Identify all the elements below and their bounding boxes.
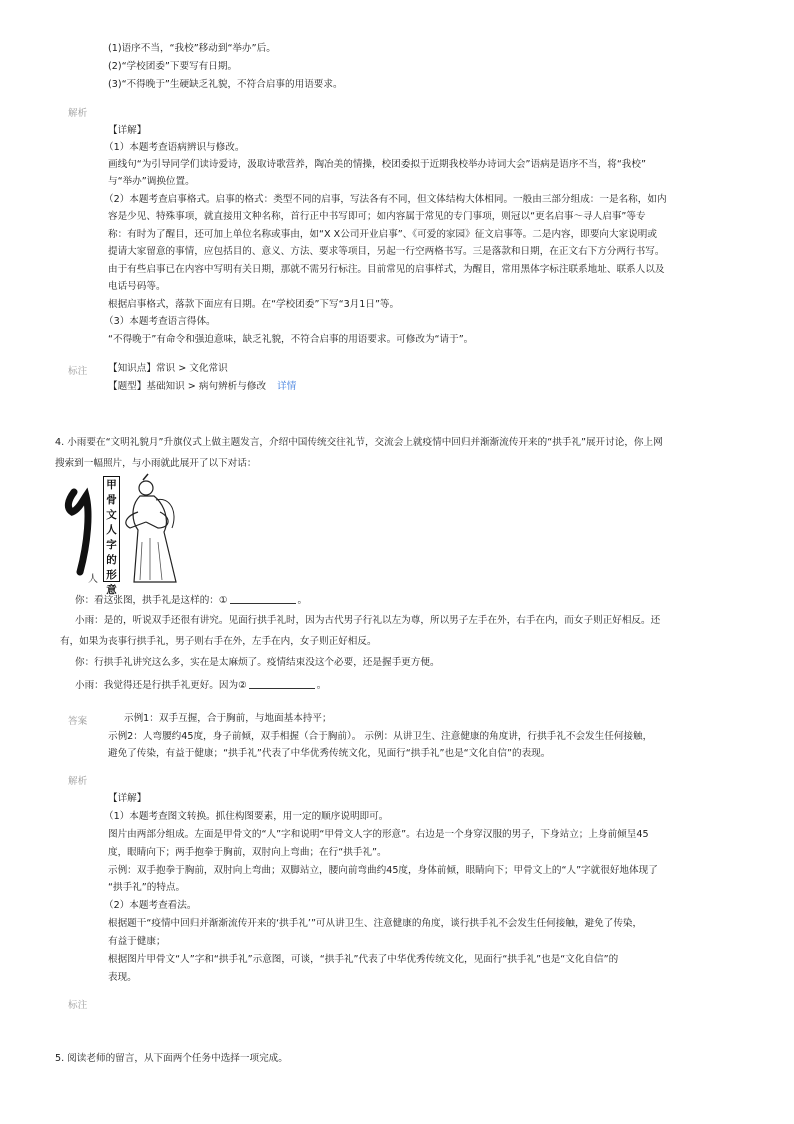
small-ren-glyph: 人 xyxy=(88,574,98,585)
figure-robe-icon xyxy=(133,496,176,582)
question-4-line-2: 搜索到一幅照片，与小雨就此展开了以下对话： xyxy=(55,458,257,469)
analysis-line: 度，眼睛向下；两手抱拳于胸前，双肘向上弯曲；在行“拱手礼”。 xyxy=(108,847,387,858)
analysis-line: （2）本题考查看法。 xyxy=(104,900,197,911)
dialogue-line-4: 你：行拱手礼讲究这么多，实在是太麻烦了。疫情结束没这个必要，还是握手更方便。 xyxy=(75,657,440,668)
analysis-line: 表现。 xyxy=(108,972,137,983)
figure-head-icon xyxy=(139,481,153,495)
analysis-line: 容是少见、特殊事项，就直接用文种名称，首行正中书写即可；如内容属于常见的专门事项，则冠以“更名启事～寻人启事”等专 xyxy=(108,211,646,222)
answer-line-3: (3)“不得晚于”生硬缺乏礼貌，不符合启事的用语要求。 xyxy=(108,79,343,90)
analysis-line: 提请大家留意的事情，应包括目的、意义、方法、要求等项目，另起一行空两格书写。三是落款和日期，在正文右下方分两行书写。 xyxy=(108,246,665,257)
dialogue-end: 。 xyxy=(297,595,308,606)
analysis-line: 【详解】 xyxy=(108,793,147,804)
analysis-line: 画线句“为引导同学们读诗爱诗，汲取诗歌营养，陶冶美的情操，校团委拟于近期我校举办诗词大会”语病是语序不当，将“我校” xyxy=(108,159,646,170)
caption-char: 的 xyxy=(106,554,117,566)
answer-line: 示例1：双手互握，合于胸前，与地面基本持平； xyxy=(124,713,332,724)
note-type-text: 【题型】基础知识 > 病句辨析与修改 xyxy=(108,381,267,392)
analysis-line: （1）本题考查语病辨识与修改。 xyxy=(104,142,245,153)
note-label: 标注 xyxy=(68,1000,88,1011)
dialogue-text: 你：看这张图，拱手礼是这样的：① xyxy=(75,595,228,606)
answer-line-2: (2)“学校团委”下要写有日期。 xyxy=(108,61,238,72)
detail-link[interactable]: 详情 xyxy=(277,381,297,392)
analysis-line: 图片由两部分组成。左面是甲骨文的“人”字和说明“甲骨文人字的形意”。右边是一个身穿汉服的男子，下身站立；上身前倾呈45 xyxy=(108,829,649,840)
answer-blank-2[interactable] xyxy=(249,678,315,689)
analysis-line: 有益于健康； xyxy=(108,936,166,947)
analysis-line: 根据启事格式，落款下面应有日期。在“学校团委”下写“3月1日”等。 xyxy=(108,299,400,310)
caption-char: 字 xyxy=(106,539,117,551)
analysis-label: 解析 xyxy=(68,108,88,119)
answer-line-1: (1)语序不当，“我校”移动到“举办”后。 xyxy=(108,43,276,54)
answer-line: 避免了传染，有益于健康；“拱手礼”代表了中华优秀传统文化，见面行“拱手礼”也是“文化自信”的表现。 xyxy=(108,748,551,759)
dialogue-line-3: 有，如果为丧事行拱手礼，男子则右手在外，左手在内，女子则正好相反。 xyxy=(60,636,377,647)
caption-char: 形 xyxy=(106,569,117,581)
note-type xyxy=(108,380,296,394)
question-4-line-1: 4. 小雨要在“文明礼貌月”升旗仪式上做主题发言，介绍中国传统交往礼节，交流会上就疫情中回归并渐渐流传开来的“拱手礼”展开讨论，你上网 xyxy=(55,437,663,448)
note-knowledge: 【知识点】常识 > 文化常识 xyxy=(108,363,228,374)
image-caption-box xyxy=(103,476,120,596)
analysis-line: 由于有些启事已在内容中写明有关日期，那就不需另行标注。目前常见的启事样式，为醒目，常用黑体字标注联系地址、联系人以及 xyxy=(108,264,665,275)
caption-char: 文 xyxy=(106,509,117,521)
answer-label: 答案 xyxy=(68,716,88,727)
question-5: 5. 阅读老师的留言，从下面两个任务中选择一项完成。 xyxy=(55,1053,288,1064)
analysis-line: 根据题干“疫情中回归并渐渐流传开来的‘拱手礼’”可从讲卫生、注意健康的角度，谈行拱手礼不会发生任何接触，避免了传染， xyxy=(108,918,643,929)
answer-blank-1[interactable] xyxy=(230,593,296,604)
analysis-line: 电话号码等。 xyxy=(108,281,166,292)
analysis-line: 与“举办”调换位置。 xyxy=(108,176,195,187)
caption-char: 意 xyxy=(106,584,117,596)
analysis-line: 根据图片甲骨文“人”字和“拱手礼”示意图，可谈，“拱手礼”代表了中华优秀传统文化，见面行“拱手礼”也是“文化自信”的 xyxy=(108,954,619,965)
analysis-line: （2）本题考查启事格式。启事的格式：类型不同的启事，写法各有不同，但文体结构大体相同。一般由三部分组成：一是名称，如内 xyxy=(104,194,667,205)
oracle-bone-illustration xyxy=(60,472,210,588)
dialogue-line-2: 小雨：是的，听说双手还很有讲究。见面行拱手礼时，因为古代男子行礼以左为尊，所以男子左手在外，右手在内，而女子则正好相反。还 xyxy=(75,615,661,626)
dialogue-end: 。 xyxy=(316,680,327,691)
analysis-line: 称：有时为了醒目，还可加上单位名称或事由，如“X X公司开业启事”、《可爱的家园》征文启事等。二是内容，即要向大家说明或 xyxy=(108,229,657,240)
dialogue-line-5 xyxy=(75,678,326,693)
analysis-line: “不得晚于”有命令和强迫意味，缺乏礼貌，不符合启事的用语要求。可修改为“请于”。 xyxy=(108,334,474,345)
analysis-line: （1）本题考查图文转换。抓住构图要素，用一定的顺序说明即可。 xyxy=(104,811,389,822)
dialogue-line-1 xyxy=(75,593,307,608)
caption-char: 甲 xyxy=(106,479,117,491)
analysis-line: “拱手礼”的特点。 xyxy=(108,882,186,893)
caption-char: 人 xyxy=(106,524,117,536)
dialogue-text: 小雨：我觉得还是行拱手礼更好。因为② xyxy=(75,680,247,691)
caption-char: 骨 xyxy=(106,494,117,506)
note-label: 标注 xyxy=(68,366,88,377)
analysis-line: 【详解】 xyxy=(108,125,147,136)
analysis-line: 示例：双手抱拳于胸前，双肘向上弯曲；双脚站立，腰向前弯曲约45度，身体前倾，眼睛向下；甲骨文上的“人”字就很好地体现了 xyxy=(108,865,658,876)
analysis-line: （3）本题考查语言得体。 xyxy=(104,316,216,327)
analysis-label: 解析 xyxy=(68,776,88,787)
oracle-ren-glyph-icon xyxy=(68,492,88,572)
answer-line: 示例2：人弯腰约45度，身子前倾，双手相握（合于胸前）。 示例：从讲卫生、注意健康的角度讲，行拱手礼不会发生任何接触， xyxy=(108,731,653,742)
